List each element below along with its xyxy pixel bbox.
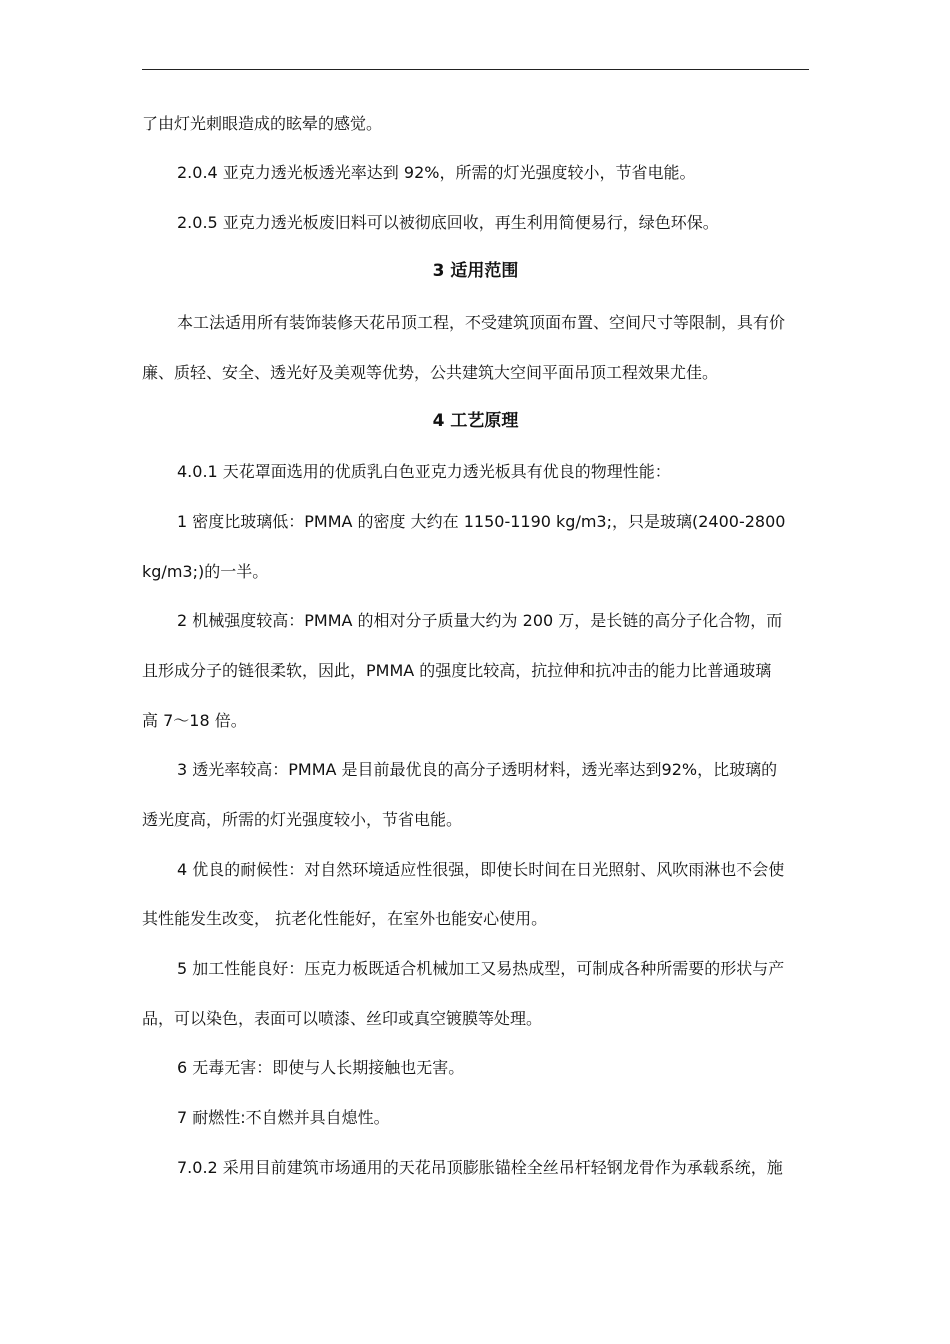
paragraph-line: 2 机械强度较高：PMMA 的相对分子质量大约为 200 万，是长链的高分子化合物，而 [177, 611, 783, 630]
paragraph-line: 4 优良的耐候性：对自然环境适应性很强，即使长时间在日光照射、风吹雨淋也不会使 [177, 860, 785, 879]
section-heading: 3 适用范围 [432, 261, 519, 281]
paragraph-line: 7 耐燃性:不自燃并具自熄性。 [177, 1108, 390, 1127]
paragraph-line: 且形成分子的链很柔软，因此，PMMA 的强度比较高，抗拉伸和抗冲击的能力比普通玻璃 [142, 661, 772, 680]
paragraph-line: 2.0.4 亚克力透光板透光率达到 92%，所需的灯光强度较小，节省电能。 [177, 163, 696, 182]
paragraph-line: 了由灯光刺眼造成的眩晕的感觉。 [142, 114, 383, 133]
paragraph-line: 3 透光率较高：PMMA 是目前最优良的高分子透明材料，透光率达到92%，比玻璃的 [177, 760, 778, 779]
paragraph-line: 品，可以染色，表面可以喷漆、丝印或真空镀膜等处理。 [142, 1009, 543, 1028]
paragraph-line: 本工法适用所有装饰装修天花吊顶工程，不受建筑顶面布置、空间尺寸等限制，具有价 [177, 313, 786, 332]
paragraph-line: 7.0.2 采用目前建筑市场通用的天花吊顶膨胀锚栓全丝吊杆轻钢龙骨作为承载系统，施 [177, 1158, 783, 1177]
paragraph-line: 廉、质轻、安全、透光好及美观等优势，公共建筑大空间平面吊顶工程效果尤佳。 [142, 363, 719, 382]
paragraph-line: 高 7～18 倍。 [142, 711, 247, 730]
paragraph-line: 4.0.1 天花罩面选用的优质乳白色亚克力透光板具有优良的物理性能： [177, 462, 671, 481]
paragraph-line: 1 密度比玻璃低：PMMA 的密度 大约在 1150-1190 kg/m3;，只是玻璃(2400-2800 [177, 512, 786, 531]
paragraph-line: 其性能发生改变， 抗老化性能好，在室外也能安心使用。 [142, 909, 548, 928]
paragraph-line: 2.0.5 亚克力透光板废旧料可以被彻底回收，再生利用简便易行，绿色环保。 [177, 213, 719, 232]
paragraph-line: 5 加工性能良好：压克力板既适合机械加工又易热成型，可制成各种所需要的形状与产 [177, 959, 785, 978]
paragraph-line: kg/m3;)的一半。 [142, 562, 269, 581]
header-rule [142, 69, 809, 70]
paragraph-line: 透光度高，所需的灯光强度较小，节省电能。 [142, 810, 463, 829]
section-heading: 4 工艺原理 [432, 411, 519, 431]
paragraph-line: 6 无毒无害：即使与人长期接触也无害。 [177, 1058, 465, 1077]
